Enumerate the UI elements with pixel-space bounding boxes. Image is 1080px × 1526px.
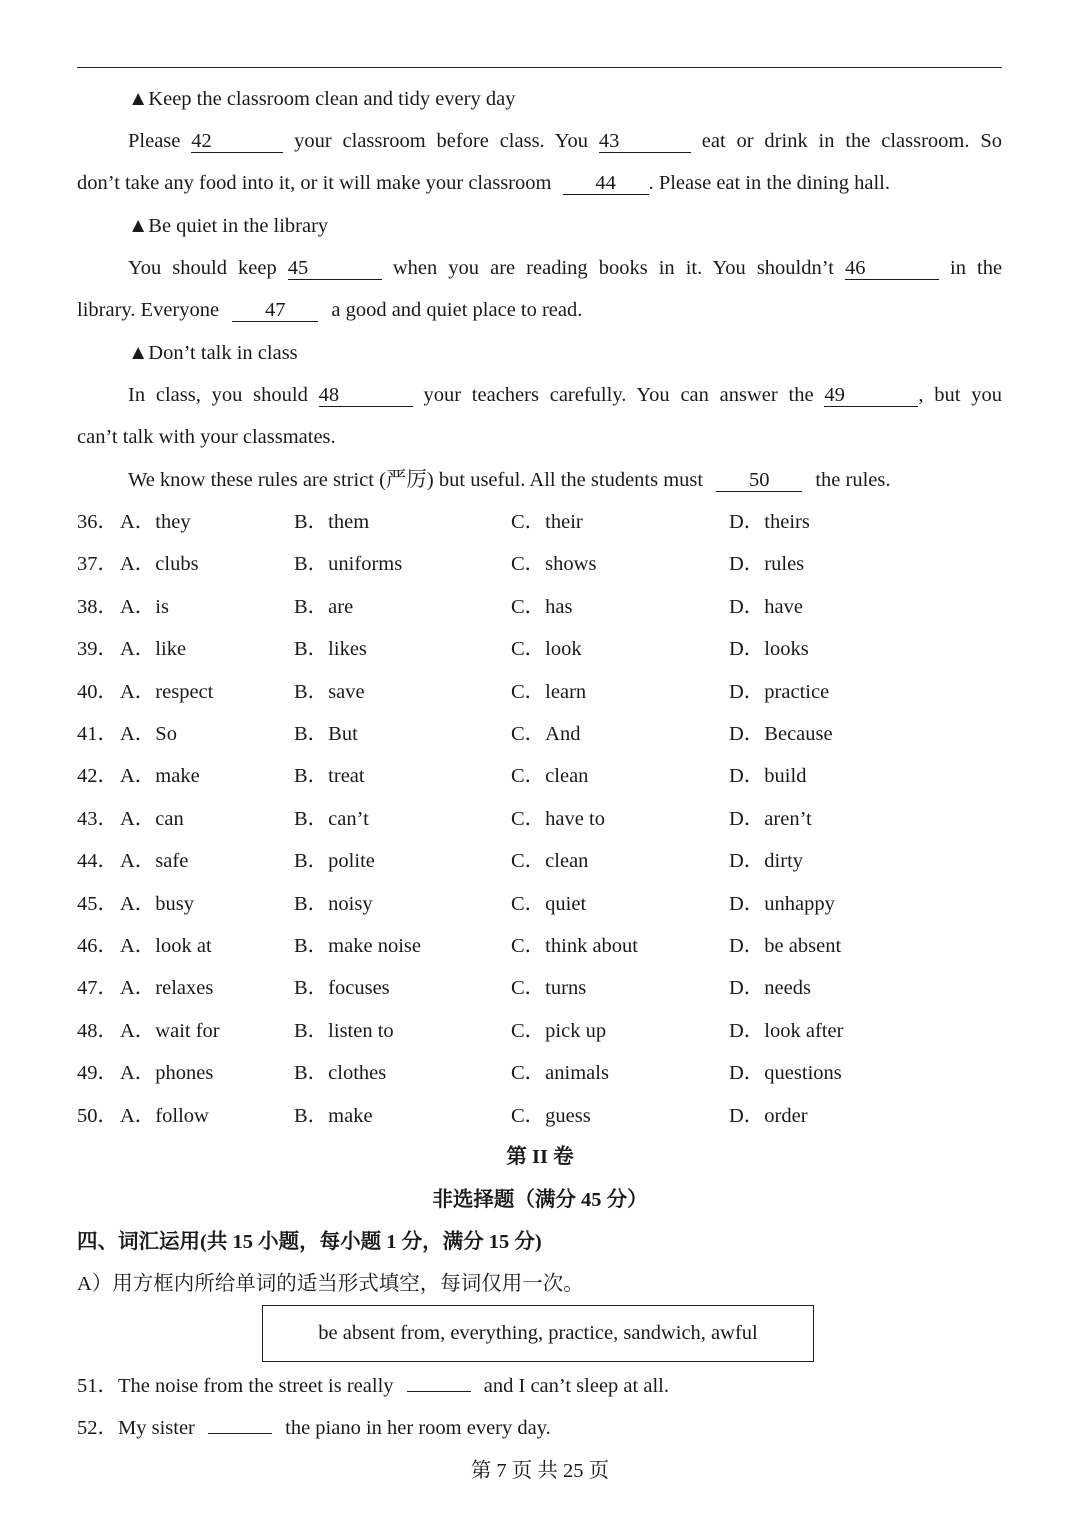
option-c[interactable]: C．quiet <box>511 892 587 915</box>
option-row <box>77 891 1003 917</box>
option-c[interactable]: C．their <box>511 511 583 533</box>
option-row <box>77 551 1003 577</box>
blank-47[interactable]: 47 <box>232 299 318 322</box>
option-a[interactable]: A．look at <box>120 935 212 957</box>
option-d[interactable]: D．build <box>729 765 807 788</box>
passage-line: library. Everyone 47 a good and quiet place to read. <box>77 299 583 321</box>
option-row <box>77 763 1003 789</box>
option-b[interactable]: B．focuses <box>294 977 390 1000</box>
question-number: 43． <box>77 807 118 830</box>
question-number: 36． <box>77 511 118 533</box>
blank-50[interactable]: 50 <box>716 469 802 492</box>
passage-line: In class, you should 48 your teachers carefully. You can answer the 49 , but you <box>128 384 1003 406</box>
passage-line: Please 42 your classroom before class. You 43 eat or drink in the classroom. So <box>128 130 1003 152</box>
blank-46[interactable]: 46 <box>845 257 939 280</box>
option-a[interactable]: A．busy <box>120 892 195 915</box>
option-c[interactable]: C．look <box>511 638 582 661</box>
section-subtitle: 非选择题（满分 45 分） <box>432 1189 648 1211</box>
option-d[interactable]: D．dirty <box>729 850 804 873</box>
passage-line: You should keep 45 when you are reading books in it. You shouldn’t 46 in the <box>128 257 1003 279</box>
option-a[interactable]: A．they <box>120 511 191 533</box>
option-b[interactable]: B．polite <box>294 850 375 873</box>
option-a[interactable]: A．like <box>120 638 187 661</box>
option-d[interactable]: D．look after <box>729 1019 844 1042</box>
volume-title: 第 II 卷 <box>506 1146 574 1168</box>
option-d[interactable]: D．rules <box>729 553 805 576</box>
question-number: 37． <box>77 553 118 576</box>
option-d[interactable]: D．practice <box>729 680 830 703</box>
word-box-text: be absent from, everything, practice, sandwich, awful <box>318 1322 758 1344</box>
option-d[interactable]: D．order <box>729 1104 808 1127</box>
option-c[interactable]: C．animals <box>511 1062 609 1085</box>
option-a[interactable]: A．clubs <box>120 553 199 576</box>
option-row <box>77 636 1003 662</box>
option-d[interactable]: D．Because <box>729 723 833 745</box>
option-row <box>77 806 1003 832</box>
option-a[interactable]: A．safe <box>120 850 189 873</box>
option-d[interactable]: D．needs <box>729 977 811 1000</box>
option-row <box>77 848 1003 874</box>
option-c[interactable]: C．have to <box>511 807 605 830</box>
option-b[interactable]: B．clothes <box>294 1062 387 1085</box>
option-b[interactable]: B．make noise <box>294 935 421 957</box>
option-d[interactable]: D．unhappy <box>729 892 835 915</box>
option-c[interactable]: C．learn <box>511 680 587 703</box>
option-a[interactable]: A．respect <box>120 680 214 703</box>
option-b[interactable]: B．listen to <box>294 1019 394 1042</box>
option-row <box>77 679 1003 705</box>
option-b[interactable]: B．are <box>294 595 354 618</box>
option-a[interactable]: A．phones <box>120 1062 214 1085</box>
passage-line: don’t take any food into it, or it will make your classroom 44 . Please eat in the dining hall. <box>77 172 890 194</box>
option-c[interactable]: C．pick up <box>511 1019 607 1042</box>
question-number: 50． <box>77 1104 118 1127</box>
option-row <box>77 1103 1003 1129</box>
question-number: 49． <box>77 1062 118 1085</box>
question-52: 52．My sister the piano in her room every day. <box>77 1417 551 1439</box>
option-a[interactable]: A．follow <box>120 1104 209 1127</box>
option-a[interactable]: A．make <box>120 765 200 788</box>
option-d[interactable]: D．theirs <box>729 511 810 533</box>
page-footer: 第 7 页 共 25 页 <box>470 1460 610 1482</box>
rule3-heading: ▲Don’t talk in class <box>128 342 298 364</box>
option-b[interactable]: B．can’t <box>294 807 369 830</box>
option-a[interactable]: A．wait for <box>120 1019 220 1042</box>
word-box <box>262 1305 814 1362</box>
option-d[interactable]: D．aren’t <box>729 807 812 830</box>
option-c[interactable]: C．guess <box>511 1104 591 1127</box>
option-d[interactable]: D．questions <box>729 1062 842 1085</box>
option-b[interactable]: B．likes <box>294 638 367 661</box>
option-b[interactable]: B．uniforms <box>294 553 403 576</box>
part4-heading: 四、词汇运用(共 15 小题，每小题 1 分，满分 15 分) <box>77 1231 542 1253</box>
option-c[interactable]: C．clean <box>511 850 589 873</box>
option-row <box>77 975 1003 1001</box>
option-c[interactable]: C．has <box>511 595 573 618</box>
blank-44[interactable]: 44 <box>563 172 649 195</box>
rule1-heading: ▲Keep the classroom clean and tidy every day <box>128 88 516 110</box>
option-b[interactable]: B．save <box>294 680 365 703</box>
option-b[interactable]: B．But <box>294 723 358 745</box>
passage-line: We know these rules are strict (严厉) but useful. All the students must 50 the rules. <box>128 469 891 491</box>
blank-43[interactable]: 43 <box>599 130 691 153</box>
question-number: 39． <box>77 638 118 661</box>
blank-45[interactable]: 45 <box>288 257 382 280</box>
option-a[interactable]: A．can <box>120 807 184 830</box>
part-a-instruction: A）用方框内所给单词的适当形式填空，每词仅用一次。 <box>77 1273 584 1295</box>
option-c[interactable]: C．turns <box>511 977 587 1000</box>
question-number: 48． <box>77 1019 118 1042</box>
question-number: 41． <box>77 723 118 745</box>
question-number: 44． <box>77 850 118 873</box>
option-b[interactable]: B．noisy <box>294 892 373 915</box>
question-number: 47． <box>77 977 118 1000</box>
question-number: 42． <box>77 765 118 788</box>
option-a[interactable]: A．So <box>120 723 177 745</box>
option-c[interactable]: C．clean <box>511 765 589 788</box>
option-row <box>77 1060 1003 1086</box>
option-b[interactable]: B．make <box>294 1104 373 1127</box>
blank-42[interactable]: 42 <box>191 130 283 153</box>
option-c[interactable]: C．think about <box>511 935 638 957</box>
blank-51[interactable] <box>407 1391 471 1392</box>
option-d[interactable]: D．be absent <box>729 935 842 957</box>
option-d[interactable]: D．have <box>729 595 804 618</box>
option-row <box>77 594 1003 620</box>
question-51: 51．The noise from the street is really and I can’t sleep at all. <box>77 1375 669 1397</box>
option-row <box>77 721 1003 747</box>
top-rule <box>77 67 1002 68</box>
option-b[interactable]: B．treat <box>294 765 365 788</box>
blank-49[interactable]: 49 <box>824 384 918 407</box>
question-number: 45． <box>77 892 118 915</box>
option-b[interactable]: B．them <box>294 511 370 533</box>
option-c[interactable]: C．And <box>511 723 581 745</box>
blank-52[interactable] <box>208 1433 272 1434</box>
option-row <box>77 933 1003 959</box>
passage-line: can’t talk with your classmates. <box>77 426 336 448</box>
option-row <box>77 1018 1003 1044</box>
option-row <box>77 509 1003 535</box>
question-number: 38． <box>77 595 118 618</box>
blank-48[interactable]: 48 <box>319 384 413 407</box>
rule2-heading: ▲Be quiet in the library <box>128 215 329 237</box>
question-number: 46． <box>77 935 118 957</box>
option-c[interactable]: C．shows <box>511 553 597 576</box>
option-a[interactable]: A．relaxes <box>120 977 214 1000</box>
question-number: 40． <box>77 680 118 703</box>
option-d[interactable]: D．looks <box>729 638 809 661</box>
option-a[interactable]: A．is <box>120 595 169 618</box>
